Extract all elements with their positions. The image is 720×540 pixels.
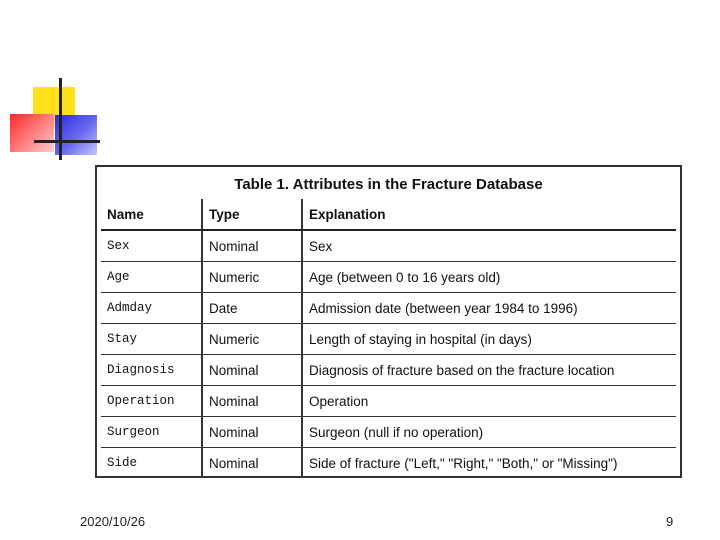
cell-type: Nominal <box>202 448 302 479</box>
cell-name: Operation <box>101 386 202 417</box>
cell-type: Date <box>202 293 302 324</box>
cell-type: Numeric <box>202 324 302 355</box>
cell-name: Surgeon <box>101 417 202 448</box>
cell-type: Numeric <box>202 262 302 293</box>
table-row <box>101 448 676 479</box>
page-number: 9 <box>666 514 674 529</box>
table-row <box>101 417 676 448</box>
logo-red-square <box>10 114 54 152</box>
cell-explanation: Side of fracture ("Left," "Right," "Both," or "Missing") <box>309 455 618 471</box>
footer-date: 2020/10/26 <box>80 514 146 529</box>
table-row <box>101 355 676 386</box>
logo-vertical-bar <box>59 78 62 160</box>
table-image <box>95 165 682 478</box>
cell-name: Age <box>101 262 202 293</box>
table-row <box>101 324 676 355</box>
slide-logo <box>0 0 100 165</box>
header-name: Name <box>101 199 202 230</box>
table-row <box>101 386 676 417</box>
cell-name: Sex <box>101 230 202 262</box>
cell-name: Admday <box>101 293 202 324</box>
table-row <box>101 293 676 324</box>
cell-explanation: Age (between 0 to 16 years old) <box>302 262 676 293</box>
table-header-row <box>101 199 676 230</box>
cell-explanation: Admission date (between year 1984 to 1996) <box>302 293 676 324</box>
header-type: Type <box>202 199 302 230</box>
cell-name: Diagnosis <box>101 355 202 386</box>
cell-type: Nominal <box>202 230 302 262</box>
cell-explanation: Operation <box>302 386 676 417</box>
cell-type: Nominal <box>202 417 302 448</box>
table-row <box>101 262 676 293</box>
cell-explanation: Surgeon (null if no operation) <box>302 417 676 448</box>
cell-name: Stay <box>101 324 202 355</box>
cell-explanation: Length of staying in hospital (in days) <box>302 324 676 355</box>
cell-explanation: Sex <box>302 230 676 262</box>
cell-type: Nominal <box>202 355 302 386</box>
table-title: Table 1. Attributes in the Fracture Database <box>234 176 543 193</box>
cell-type: Nominal <box>202 386 302 417</box>
table-row <box>101 230 676 262</box>
attributes-table <box>101 199 676 478</box>
cell-explanation: Diagnosis of fracture based on the fracture location <box>302 355 676 386</box>
cell-name: Side <box>101 448 202 479</box>
header-explanation: Explanation <box>302 199 676 230</box>
logo-horizontal-bar <box>34 140 100 143</box>
